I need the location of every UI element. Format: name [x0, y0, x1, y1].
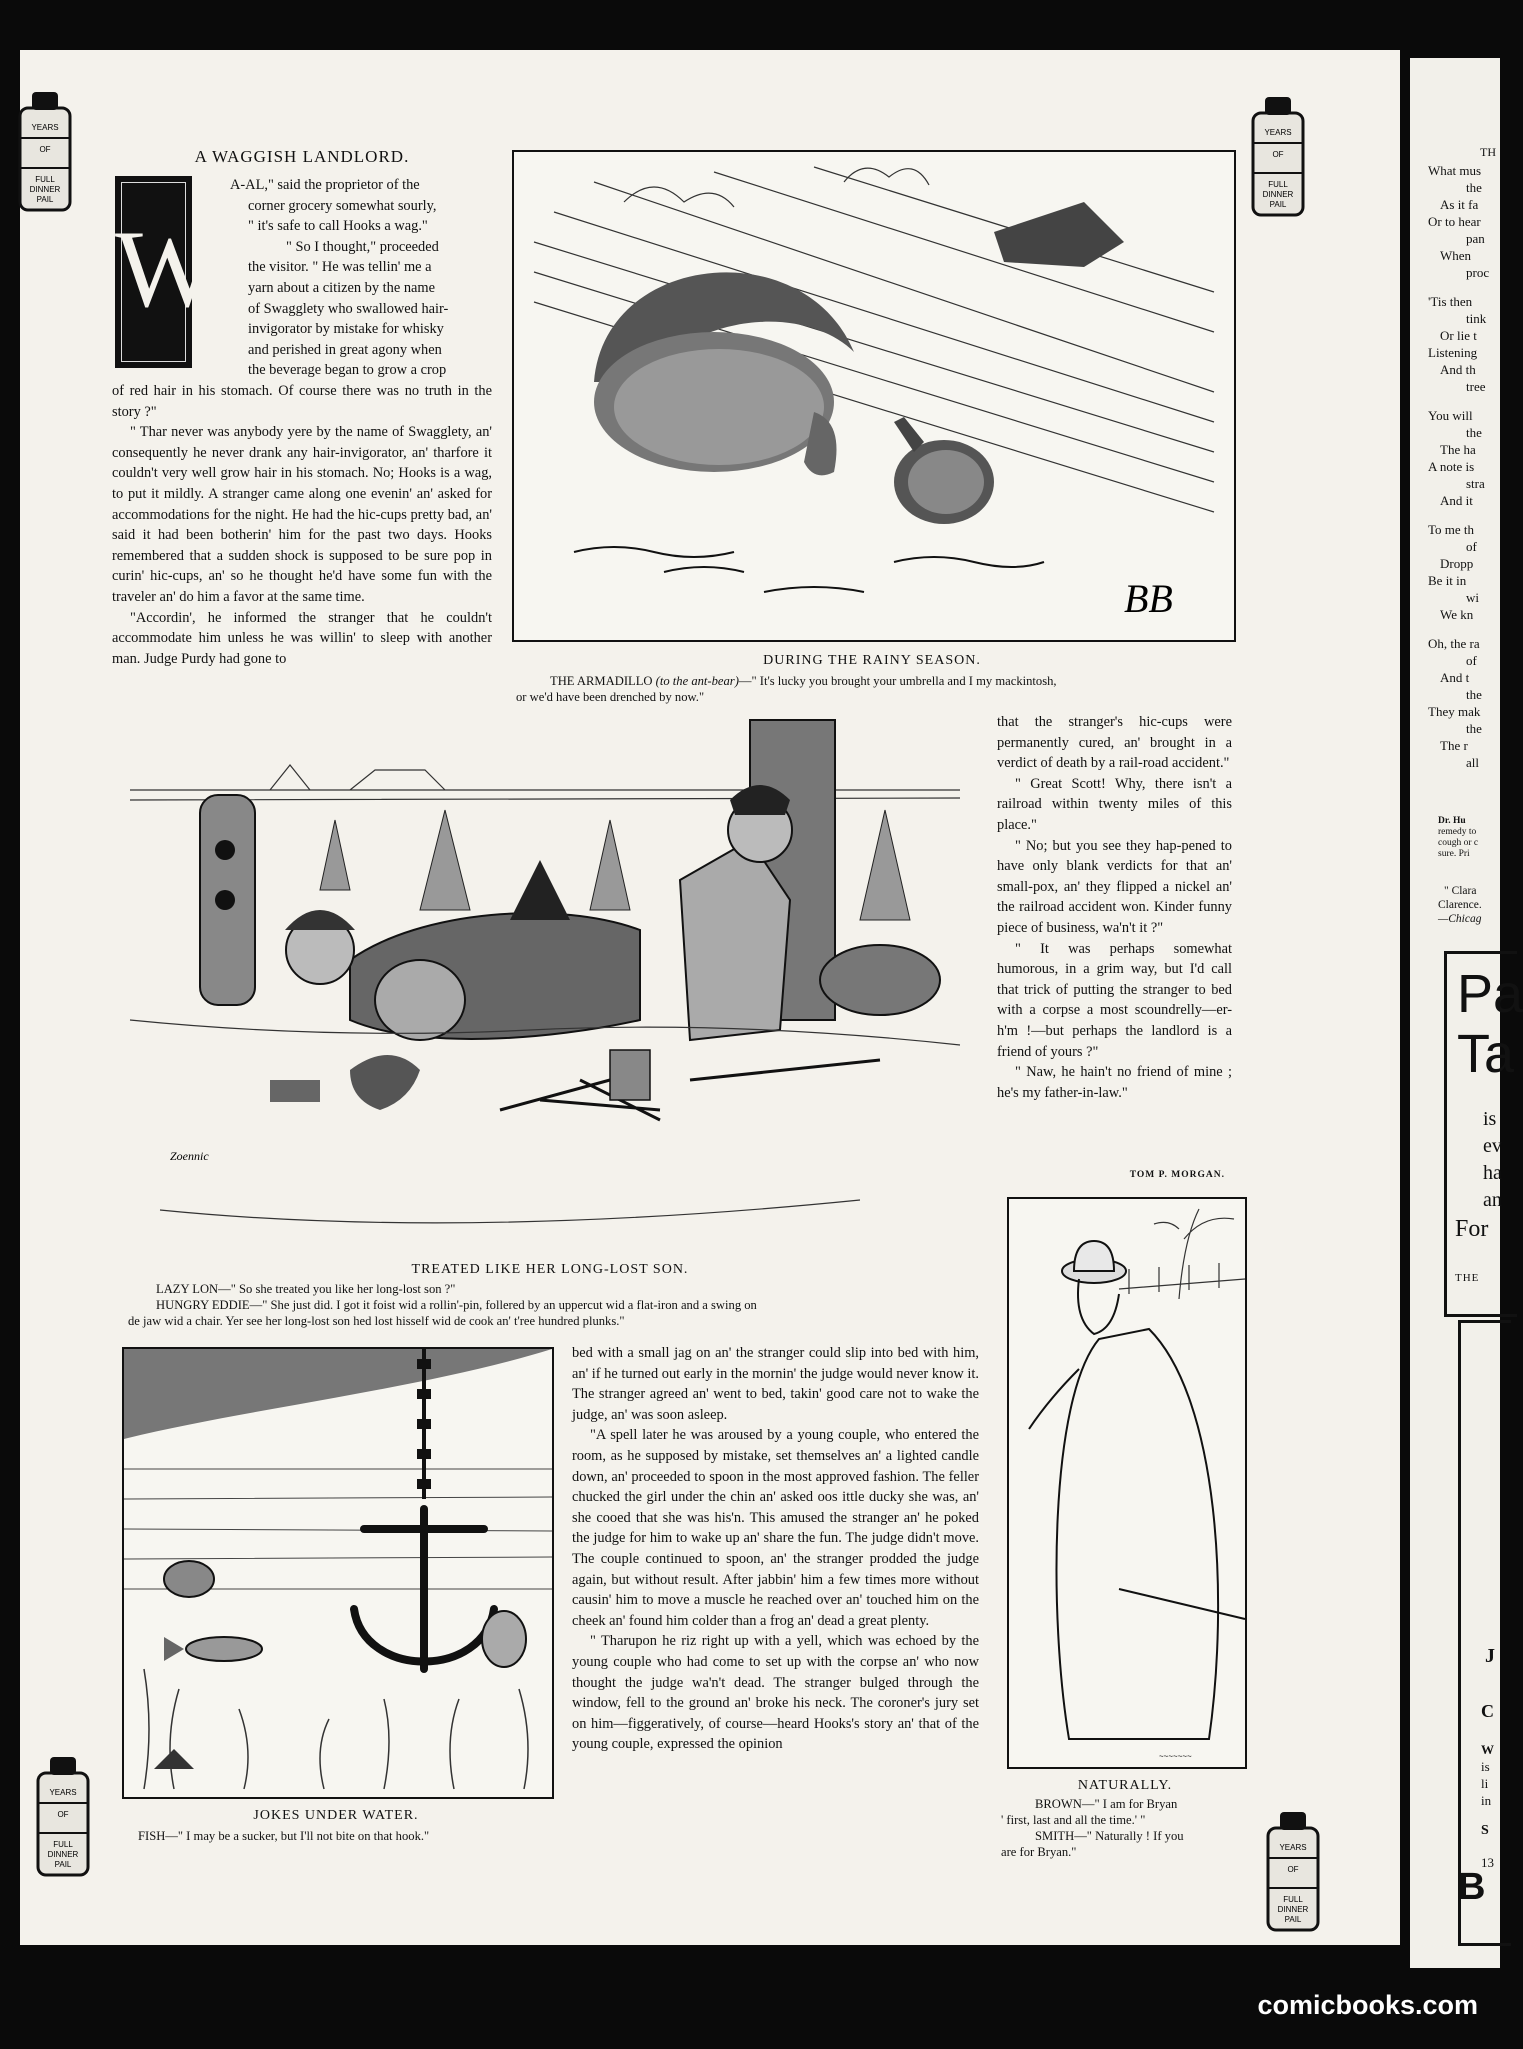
adjacent-fragment: Pa: [1457, 964, 1523, 1024]
article-paragraph: "Accordin', he informed the stranger that he couldn't accommodate him unless he was willin' to sleep with another man. Judge Purdy had gone to: [112, 609, 492, 667]
article-paragraph: " It was perhaps somewhat humorous, in a grim way, but I'd call that trick of putting the stranger to bed with a corpse a most scoundrelly—er-h'm !—but perhaps the landlord is a friend of yours ?": [997, 940, 1232, 1060]
caption-line: —" It's lucky you brought your umbrella and I my mackintosh,: [738, 674, 1057, 688]
jokes-under-water-title: JOKES UNDER WATER.: [253, 1808, 419, 1823]
svg-text:FULL: FULL: [1283, 1895, 1303, 1904]
long-lost-son-drawing: [120, 720, 980, 1250]
caption-speaker: THE ARMADILLO: [550, 674, 653, 688]
adjacent-fragment: ha: [1483, 1162, 1502, 1184]
adjacent-fragment: all: [1466, 755, 1479, 770]
article-paragraph: "A spell later he was aroused by a young couple, who entered the room, as he supposed by mistake, set themselves an' a lighted candle down, an' proceeded to spoon in the most approved fashion. The feller chucked the girl under the chin an' asked oos ittle ducky she was, an' she cooed that she was his'n. This amused the stranger an' he poked the judge for him to wake up an' share the fun. The judge didn't move. The couple continued to spoon, an' the stranger prodded the judge again, but without result. After jabbin' him a few times more without causin' him to move a muscle he reached over an' touched him on the cheek an' found him colder than a frog an' dead a great plenty.: [572, 1427, 979, 1629]
adjacent-fragment: stra: [1466, 476, 1485, 491]
caption-line: —" So she treated you like her long-lost son ?": [218, 1282, 456, 1296]
caption-speaker: BROWN: [1035, 1797, 1082, 1811]
svg-text:DINNER: DINNER: [29, 185, 61, 194]
naturally-title: NATURALLY.: [1077, 1778, 1173, 1793]
rainy-season-drawing: [514, 152, 1234, 640]
caption-aside: (to the ant-bear): [655, 674, 739, 688]
opening-line: yarn about a citizen by the name: [248, 279, 436, 296]
adjacent-fragment: For: [1455, 1216, 1489, 1242]
svg-text:Zoennic: Zoennic: [170, 1149, 209, 1163]
svg-text:DINNER: DINNER: [1277, 1905, 1309, 1914]
adjacent-fragment: ev: [1483, 1135, 1502, 1157]
adjacent-fragment: tree: [1466, 379, 1486, 394]
svg-text:OF: OF: [1272, 150, 1284, 159]
adjacent-fragment: Or lie t: [1440, 328, 1477, 343]
adjacent-fragment: The r: [1440, 738, 1468, 753]
adjacent-fragment: When: [1440, 248, 1472, 263]
caption-line: or we'd have been drenched by now.": [516, 690, 705, 704]
adjacent-ad-box: [1444, 951, 1523, 1317]
adjacent-fragment: W: [1481, 1742, 1494, 1757]
svg-text:FULL: FULL: [35, 175, 55, 184]
article-title: A WAGGISH LANDLORD.: [194, 147, 410, 166]
caption-line: —" I am for Bryan: [1081, 1797, 1178, 1811]
caption-speaker: HUNGRY EDDIE: [156, 1298, 250, 1312]
naturally-caption: [1001, 1796, 1251, 1860]
article-paragraph: " Thar never was anybody yere by the name of Swagglety, an' consequently he never drank any hair-invigorator, an' tharfore it couldn't very well grow hair in his stomach. No; Hooks is a wag, to put it mildly. A stranger came along one evenin' an' asked for accommodations for the night. He had the hic-cups pretty bad, an' said it had been botherin' him for the past two days. Hooks remembered that a sudden shock is supposed to be sure pop in curin' hic-cups, an' so he thought he'd have some fun with the traveler an' do him a favor at the same time.: [112, 424, 492, 605]
adjacent-fragment: cough or c: [1438, 838, 1479, 848]
opening-line: corner grocery somewhat sourly,: [248, 197, 437, 214]
caption-line: —" I may be a sucker, but I'll not bite on that hook.": [165, 1829, 430, 1843]
article-signature: TOM P. MORGAN.: [1129, 1170, 1225, 1180]
adjacent-fragment: wi: [1466, 590, 1479, 605]
adjacent-fragment: li: [1481, 1776, 1489, 1791]
adjacent-fragment: To me th: [1428, 522, 1475, 537]
svg-text:FULL: FULL: [1268, 180, 1288, 189]
svg-text:OF: OF: [1287, 1865, 1299, 1874]
adjacent-fragment: the: [1466, 721, 1482, 736]
adjacent-fragment: C: [1481, 1701, 1494, 1721]
adjacent-small-ad: [1438, 816, 1500, 860]
adjacent-fragment: And th: [1440, 362, 1476, 377]
adjacent-fragment: Dropp: [1440, 556, 1474, 571]
opening-line: and perished in great agony when: [248, 341, 442, 358]
svg-text:OF: OF: [57, 1810, 69, 1819]
article-paragraph: " Tharupon he riz right up with a yell, which was echoed by the young couple who had come to set up with the corpse an' who now thought the judge wa'n't dead. The stranger bulged through the window, fell to the ground an' broke his neck. The coroner's jury set on him—figgeratively, of course—heard Hooks's story an' that of the young couple, expressed the opinion: [572, 1633, 979, 1753]
naturally-drawing: [1009, 1199, 1245, 1767]
adjacent-fragment: pan: [1466, 231, 1485, 246]
adjacent-lower-box: [1458, 1320, 1511, 1946]
caption-speaker: FISH: [138, 1829, 166, 1843]
svg-text:~~~~~~~: ~~~~~~~: [1159, 1752, 1192, 1761]
opening-line: " it's safe to call Hooks a wag.": [248, 218, 428, 235]
jokes-under-water-drawing: [124, 1349, 552, 1797]
adjacent-fragment: of: [1466, 653, 1477, 668]
adjacent-fragment: is: [1483, 1108, 1497, 1130]
adjacent-fragment: TH: [1480, 145, 1496, 159]
article-paragraph: of red hair in his stomach. Of course there was no truth in the story ?": [112, 383, 492, 420]
svg-text:DINNER: DINNER: [47, 1850, 79, 1859]
adjacent-page: [1410, 58, 1523, 1968]
adjacent-fragment: the: [1466, 180, 1482, 195]
article-paragraph: " Naw, he hain't no friend of mine ; he's my father-in-law.": [997, 1064, 1232, 1101]
svg-text:OF: OF: [39, 145, 51, 154]
adjacent-fragment: 'Tis then: [1428, 294, 1473, 309]
adjacent-quote: [1438, 884, 1500, 926]
adjacent-fragment: B: [1458, 1866, 1486, 1908]
opening-line: the visitor. " He was tellin' me a: [248, 259, 432, 276]
svg-text:PAIL: PAIL: [1269, 200, 1287, 209]
caption-line: de jaw wid a chair. Yer see her long-lost son hed lost hisself wid de cook an' t'ree hundred plunks.": [128, 1314, 625, 1328]
caption-line: ' first, last and all the time.' ": [1001, 1813, 1146, 1827]
adjacent-fragment: And it: [1440, 493, 1473, 508]
opening-line: the beverage began to grow a crop: [248, 362, 447, 379]
adjacent-fragment: You will: [1428, 408, 1473, 423]
adjacent-fragment: remedy to: [1438, 827, 1477, 837]
jokes-under-water-caption: [138, 1828, 558, 1844]
adjacent-poem: [1428, 162, 1500, 771]
naturally-illustration: [1007, 1197, 1247, 1769]
adjacent-fragment: sure. Pri: [1438, 849, 1470, 859]
adjacent-fragment: They mak: [1428, 704, 1481, 719]
adjacent-fragment: the: [1466, 425, 1482, 440]
jokes-under-water-illustration: [122, 1347, 554, 1799]
article-column-1: [112, 381, 492, 669]
svg-text:FULL: FULL: [53, 1840, 73, 1849]
svg-text:BB: BB: [1124, 576, 1173, 621]
adjacent-fragment: And t: [1440, 670, 1470, 685]
svg-text:PAIL: PAIL: [1284, 1915, 1302, 1924]
long-lost-son-caption: [128, 1281, 988, 1329]
svg-text:PAIL: PAIL: [54, 1860, 72, 1869]
dinner-pail-logo-bottom-right: [1262, 1810, 1324, 1932]
article-column-2: [572, 1343, 979, 1755]
adjacent-fragment: Dr. Hu: [1438, 816, 1466, 826]
adjacent-fragment: proc: [1466, 265, 1490, 280]
caption-line: are for Bryan.": [1001, 1845, 1077, 1859]
adjacent-fragment: Clarence.: [1438, 899, 1482, 911]
opening-line: of Swagglety who swallowed hair-: [248, 300, 449, 317]
rainy-season-caption: [516, 673, 1246, 705]
caption-speaker: LAZY LON: [156, 1282, 219, 1296]
article-paragraph: " No; but you see they hap-pened to have only blank verdicts for that an' small-pox, an' they flipped a nickel an' the railroad accident won. Kinder funny piece of business, wa'n't it ?": [997, 837, 1232, 936]
opening-line: A-AL," said the proprietor of the: [230, 177, 420, 193]
adjacent-fragment: tink: [1466, 311, 1487, 326]
adjacent-fragment: A note is: [1428, 459, 1475, 474]
rainy-season-illustration: [512, 150, 1236, 642]
adjacent-lower-lines: [1481, 1741, 1494, 1809]
adjacent-fragment: an: [1483, 1189, 1502, 1211]
adjacent-fragment: Oh, the ra: [1428, 636, 1480, 651]
svg-text:YEARS: YEARS: [31, 123, 59, 132]
svg-text:YEARS: YEARS: [49, 1788, 77, 1797]
caption-speaker: SMITH: [1035, 1829, 1075, 1843]
rainy-season-title: DURING THE RAINY SEASON.: [763, 653, 981, 668]
adjacent-fragment: J: [1485, 1645, 1495, 1667]
svg-text:YEARS: YEARS: [1279, 1843, 1307, 1852]
caption-line: —" She just did. I got it foist wid a rollin'-pin, follered by an uppercut wid a flat-iron and a swing on: [249, 1298, 757, 1312]
watermark-text: comicbooks.com: [1257, 1990, 1478, 2020]
caption-line: —" Naturally ! If you: [1074, 1829, 1184, 1843]
drop-cap-box: [115, 176, 219, 368]
opening-line: " So I thought," proceeded: [286, 238, 439, 255]
adjacent-fragment: Or to hear: [1428, 214, 1481, 229]
article-paragraph: that the stranger's hic-cups were permanently cured, an' brought in a verdict of death by a rail-road accident.": [997, 714, 1232, 772]
adjacent-fragment: is: [1481, 1759, 1490, 1774]
dinner-pail-logo-top-left: [14, 90, 76, 212]
long-lost-son-title: TREATED LIKE HER LONG-LOST SON.: [411, 1262, 689, 1277]
article-paragraph: bed with a small jag on an' the stranger could slip into bed with him, an' if he turned out early in the mornin' the judge would never know it. The stranger agreed an' went to bed, takin' good care not to wake the judge, an' was soon asleep.: [572, 1345, 979, 1423]
svg-text:PAIL: PAIL: [36, 195, 54, 204]
adjacent-fragment: " Clara: [1444, 885, 1477, 897]
adjacent-fragment: 13: [1481, 1855, 1494, 1870]
adjacent-fragment: The ha: [1440, 442, 1476, 457]
article-paragraph: " Great Scott! Why, there isn't a railroad within twenty miles of this place.": [997, 775, 1232, 833]
dinner-pail-logo-top-right: [1247, 95, 1309, 217]
svg-text:YEARS: YEARS: [1264, 128, 1292, 137]
adjacent-fragment: the: [1466, 687, 1482, 702]
long-lost-son-illustration: [120, 720, 980, 1250]
adjacent-fragment: As it fa: [1440, 197, 1479, 212]
opening-line: invigorator by mistake for whisky: [248, 321, 444, 338]
svg-text:DINNER: DINNER: [1262, 190, 1294, 199]
adjacent-ad-lines: [1483, 1106, 1502, 1214]
article-opening-lines: [230, 175, 492, 381]
adjacent-fragment: in: [1481, 1793, 1492, 1808]
article-column-3: [997, 712, 1232, 1103]
adjacent-fragment: We kn: [1440, 607, 1474, 622]
adjacent-fragment: Be it in: [1428, 573, 1467, 588]
adjacent-fragment: —Chicag: [1438, 913, 1482, 925]
adjacent-fragment: What mus: [1428, 163, 1482, 178]
drop-cap-letter: W: [115, 208, 219, 330]
adjacent-fragment: of: [1466, 539, 1477, 554]
adjacent-fragment: THE: [1455, 1272, 1480, 1284]
adjacent-fragment: Ta: [1457, 1024, 1515, 1084]
adjacent-fragment: S: [1481, 1823, 1489, 1838]
adjacent-fragment: Listening: [1428, 345, 1478, 360]
dinner-pail-logo-bottom-left: [32, 1755, 94, 1877]
